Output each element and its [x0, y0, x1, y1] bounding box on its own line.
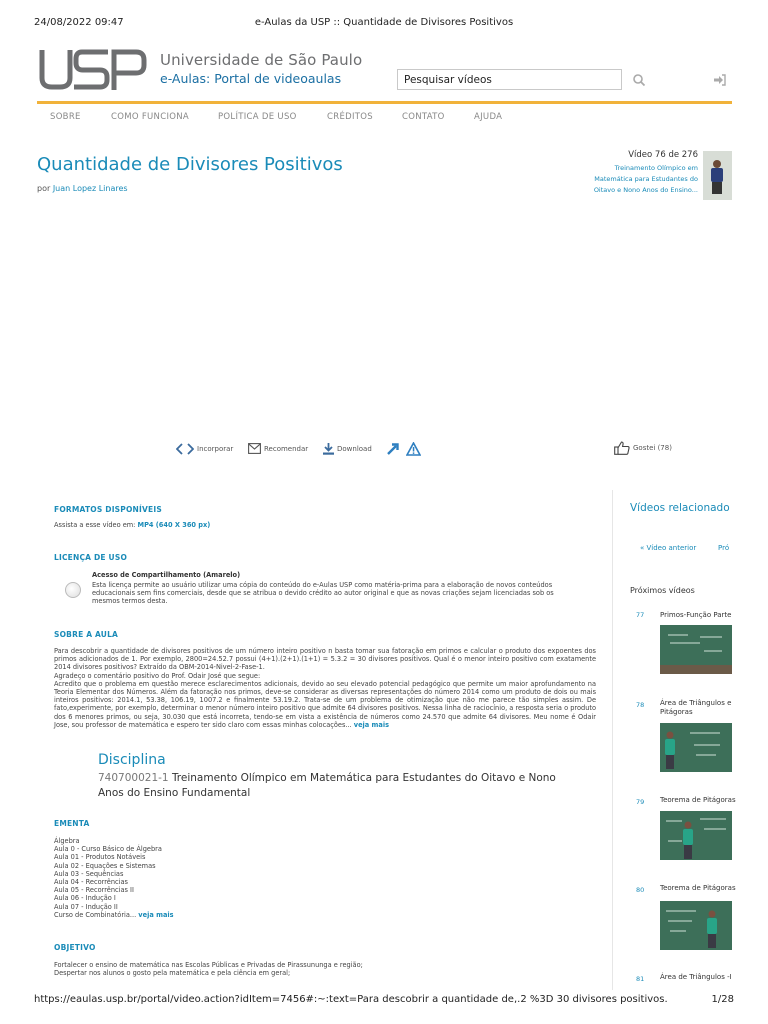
recommend-button[interactable]: [248, 443, 308, 454]
download-button[interactable]: [323, 443, 372, 455]
share-button[interactable]: [386, 442, 400, 456]
related-item-title[interactable]: Teorema de Pitágoras: [660, 884, 736, 892]
related-item-title[interactable]: [660, 699, 731, 717]
portal-name[interactable]: e-Aulas: Portal de videoaulas: [160, 71, 342, 86]
related-item-number: 81: [636, 975, 645, 983]
ementa-line: Álgebra: [54, 837, 80, 845]
print-url: https://eaulas.usp.br/portal/video.action?idItem=7456#:~:text=Para descobrir a quantidade de,.2 %3D 30 divisores positivos.: [34, 994, 668, 1005]
related-item-title-line: Área de Triângulos e: [660, 699, 732, 707]
warning-icon: [406, 442, 421, 456]
university-name: Universidade de São Paulo: [160, 51, 363, 69]
related-item-number: 78: [636, 701, 645, 709]
about-more-link[interactable]: veja mais: [353, 720, 390, 729]
related-item-title-line: Pitágoras: [660, 708, 693, 716]
ementa-line: Aula 01 - Produtos Notáveis: [54, 853, 146, 862]
download-label: Download: [337, 445, 372, 453]
formats-heading: FORMATOS DISPONÍVEIS: [54, 505, 162, 514]
ementa-heading: EMENTA: [54, 819, 90, 828]
ementa-line: Aula 06 - Indução I: [54, 894, 116, 903]
objective-heading: OBJETIVO: [54, 943, 96, 952]
nav-item-ajuda[interactable]: AJUDA: [474, 112, 503, 122]
ementa-line-last: [54, 911, 174, 919]
video-count: Vídeo 76 de 276: [628, 150, 698, 160]
related-item-title[interactable]: Primos-Função Parte: [660, 611, 732, 619]
byline: [37, 184, 128, 193]
report-button[interactable]: [406, 442, 421, 456]
license-name: Acesso de Compartilhamento (Amarelo): [92, 571, 241, 579]
mp4-link[interactable]: MP4 (640 X 360 px): [137, 521, 211, 529]
previous-video-link[interactable]: « Vídeo anterior: [640, 544, 697, 552]
related-item-number: 79: [636, 798, 645, 806]
formats-prefix: Assista a esse vídeo em:: [54, 521, 136, 529]
author-link[interactable]: Juan Lopez Linares: [52, 184, 128, 193]
license-text: Esta licença permite ao usuário utilizar uma cópia do conteúdo do e-Aulas USP como matéria-prima para a elaboração de novos conteúdos educacionais sem fins comerciais, desde que se atribua o devido crédito ao autor original e que as novas criações sejam licenciadas sob os mesmos termos desta.: [92, 581, 554, 606]
ementa-line: Aula 0 - Curso Básico de Álgebra: [54, 845, 162, 854]
about-heading: SOBRE A AULA: [54, 630, 119, 639]
header-divider: [37, 101, 732, 104]
course-thumbnail[interactable]: [703, 151, 732, 200]
embed-button[interactable]: [176, 443, 233, 455]
about-paragraph-2: Agradeço o comentário positivo do Prof. Odair José que segue:: [54, 671, 261, 680]
ementa-list: [54, 837, 174, 919]
related-item-thumbnail[interactable]: [660, 811, 732, 860]
ementa-more-link[interactable]: veja mais: [138, 910, 174, 919]
related-item-thumbnail[interactable]: [660, 901, 732, 950]
related-item-thumbnail[interactable]: [660, 625, 732, 674]
search-icon[interactable]: [632, 73, 646, 87]
objective-line: Despertar nos alunos o gosto pela matemática e pela ciência em geral;: [54, 969, 291, 978]
about-paragraph-3: Acredito que o problema em questão merece esclarecimentos adicionais, devido ao seu elevado potencial pedagógico que permite um maior aprofundamento na Teoria Elementar dos Números. Além da fatoração nos primos, deve-se considerar as diversas representações do número 2014 como um produto de dois ou mais inteiros positivos: 2014.1, 53.38, 106.19, 1007.2 e finalmente 53.19.2. Trata-se de um problema de otimização que não me parece tão simples assim. De fato,experimente, por exemplo, determinar o menor número inteiro positivo que admite 64 divisores positivos. Nessa linha de raciocínio, a resposta seria o produto dos 6 menores primos, ou seja, 30.030 que está incorreta, tendo-se em vista a existência de números como 24.570 que admite 64 divisores. Meu nome é Odair Jose, sou professor de matemática e espero ter sido claro com essas minhas colocações...: [54, 679, 596, 729]
related-item-title[interactable]: Teorema de Pitágoras: [660, 796, 736, 804]
ementa-last-text: Curso de Combinatória...: [54, 910, 137, 919]
discipline-code: 740700021-1: [98, 772, 169, 784]
login-icon[interactable]: [713, 73, 727, 87]
ementa-line: Aula 04 - Recorrências: [54, 878, 128, 887]
like-button[interactable]: [614, 441, 672, 455]
print-datetime: 24/08/2022 09:47: [34, 17, 124, 28]
byline-label: por: [37, 184, 51, 193]
related-videos-title: Vídeos relacionado: [630, 502, 730, 514]
search-input[interactable]: [397, 69, 622, 90]
nav-item-contato[interactable]: CONTATO: [402, 112, 445, 122]
ementa-line: Aula 07 - Indução II: [54, 902, 118, 911]
next-video-link[interactable]: Pró: [718, 544, 730, 552]
nav-item-como-funciona[interactable]: COMO FUNCIONA: [111, 112, 190, 122]
nav-item-sobre[interactable]: SOBRE: [50, 112, 81, 122]
next-videos-heading: Próximos vídeos: [630, 586, 695, 595]
nav-item-politica-de-uso[interactable]: POLÍTICA DE USO: [218, 112, 297, 122]
related-item-number: 77: [636, 611, 645, 619]
usp-logo[interactable]: [38, 48, 148, 90]
discipline-name[interactable]: Treinamento Olímpico em Matemática para Estudantes do Oitavo e Nono Anos do Ensino Fundamental: [98, 772, 556, 799]
print-doc-title: e-Aulas da USP :: Quantidade de Divisores Positivos: [254, 17, 514, 28]
code-icon: [176, 443, 194, 455]
embed-label: Incorporar: [197, 445, 234, 453]
ementa-line: Aula 05 - Recorrências II: [54, 886, 134, 895]
share-arrow-icon: [386, 442, 400, 456]
discipline-heading: Disciplina: [98, 752, 166, 768]
formats-text: [54, 521, 210, 529]
ementa-line: Aula 03 - Sequências: [54, 869, 124, 878]
about-paragraph-1: Para descobrir a quantidade de divisores positivos de um número inteiro positivo n basta tomar sua fatoração em primos e calcular o produto dos expoentes dos primos adicionados de 1. Por exemplo, 2800=24.52.7 possui (4+1).(2+1).(1+1) = 5.3.2 = 30 divisores positivos. Qual é o menor inteiro positivo com exatamente 2014 divisores positivos? Extraído da OBM-2014-Nivel-2-Fase-1.: [54, 647, 596, 672]
print-page-number: 1/28: [711, 994, 734, 1005]
nav-item-creditos[interactable]: CRÉDITOS: [327, 112, 373, 122]
objective-line: Fortalecer o ensino de matemática nas Escolas Públicas e Privadas de Pirassununga e região;: [54, 961, 363, 969]
envelope-icon: [248, 443, 261, 454]
course-link[interactable]: Treinamento Olímpico em Matemática para Estudantes do Oitavo e Nono Anos do Ensino...: [593, 164, 698, 194]
page-title: Quantidade de Divisores Positivos: [37, 154, 343, 175]
related-item-thumbnail[interactable]: [660, 723, 732, 772]
sidebar-divider: [612, 490, 613, 990]
related-item-number: 80: [636, 886, 645, 894]
thumbs-up-icon: [614, 441, 630, 455]
discipline-body: [98, 771, 578, 801]
ementa-line: Aula 02 - Equações e Sistemas: [54, 861, 156, 870]
recommend-label: Recomendar: [264, 444, 309, 453]
about-text: [54, 647, 596, 729]
likes-label: Gostei (78): [633, 444, 672, 452]
license-icon: [65, 582, 81, 598]
objective-text: [54, 961, 363, 977]
license-heading: LICENÇA DE USO: [54, 553, 128, 562]
download-icon: [323, 443, 334, 455]
related-item-title[interactable]: Área de Triângulos -I: [660, 973, 732, 981]
